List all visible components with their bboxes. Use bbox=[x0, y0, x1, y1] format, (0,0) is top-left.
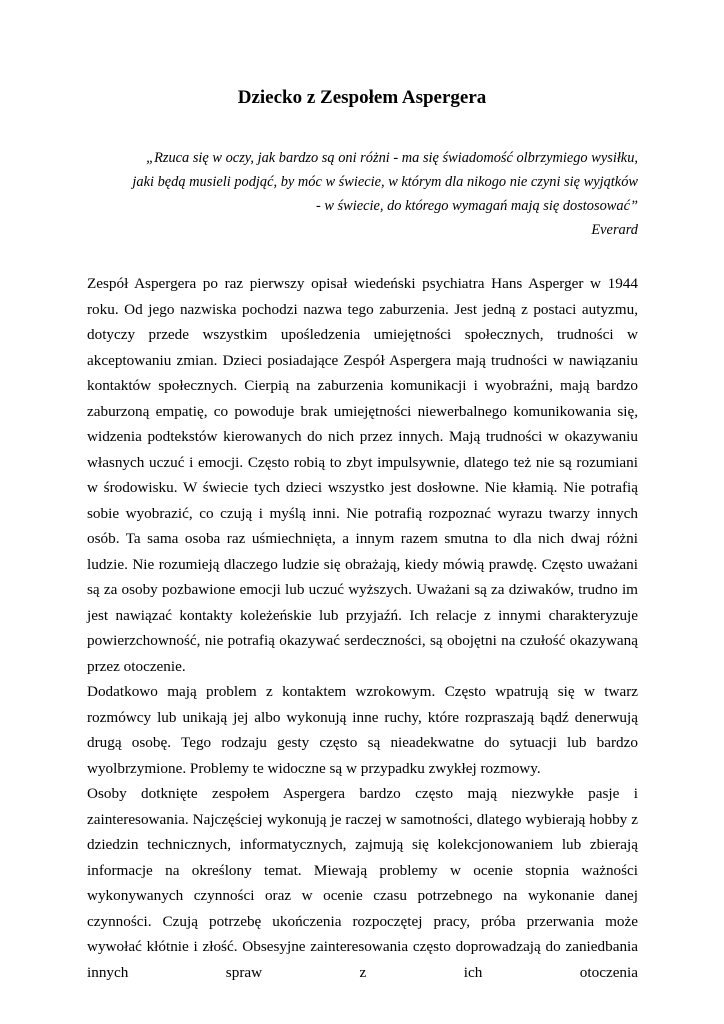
paragraph-3: Osoby dotknięte zespołem Aspergera bardzo często mają niezwykłe pasje i zainteresowania. Najczęściej wykonują je raczej w samotności, dlatego wybierają hobby z dziedzin technicznych, informatycznych, zajmują się kolekcjonowaniem lub zbierają informacje na określony temat. Miewają problemy w ocenie stopnia ważności wykonywanych czynności oraz w ocenie czasu potrzebnego na wykonanie danej czynności. Czują potrzebę ukończenia rozpoczętej pracy, próba przerwania może wywołać kłótnie i złość. Obsesyjne zainteresowania często doprowadzają do zaniedbania innych spraw z ich otoczenia bbox=[87, 785, 638, 981]
epigraph-line-2: jaki będą musieli podjąć, by móc w świecie, w którym dla nikogo nie czyni się wyjątków bbox=[132, 174, 638, 190]
epigraph-author: Everard bbox=[591, 222, 638, 238]
paragraph-1: Zespół Aspergera po raz pierwszy opisał wiedeński psychiatra Hans Asperger w 1944 roku. Od jego nazwiska pochodzi nazwa tego zaburzenia. Jest jedną z postaci autyzmu, dotyczy przede wszystkim upośledzenia umiejętności społecznych, trudności w akceptowaniu zmian. Dzieci posiadające Zespół Aspergera mają trudności w nawiązaniu kontaktów społecznych. Cierpią na zaburzenia komunikacji i wyobraźni, mają bardzo zaburzoną empatię, co powoduje brak umiejętności niewerbalnego komunikowania się, widzenia podtekstów kierowanych do nich przez innych. Mają trudności w okazywaniu własnych uczuć i emocji. Często robią to zbyt impulsywnie, dlatego też nie są rozumiani w środowisku. W świecie tych dzieci wszystko jest dosłowne. Nie kłamią. Nie potrafią sobie wyobrazić, co czują i myślą inni. Nie potrafią rozpoznać wyrazu twarzy innych osób. Ta sama osoba raz uśmiechnięta, a innym razem smutna to dla nich dwaj różni ludzie. Nie rozumieją dlaczego ludzie się obrażają, kiedy mówią prawdę. Często uważani są za osoby pozbawione emocji lub uczuć wyższych. Uważani są za dziwaków, trudno im jest nawiązać kontakty koleżeńskie lub przyjaźń. Ich relacje z innymi charakteryzuje powierzchowność, nie potrafią okazywać serdeczności, są obojętni na czułość okazywaną przez otoczenie. bbox=[87, 275, 638, 675]
paragraph-2: Dodatkowo mają problem z kontaktem wzrokowym. Często wpatrują się w twarz rozmówcy lub unikają jej albo wykonują inne ruchy, które rozpraszają bądź denerwują drugą osobę. Tego rodzaju gesty często są nieadekwatne do sytuacji lub bardzo wyolbrzymione. Problemy te widoczne są w przypadku zwykłej rozmowy. bbox=[87, 683, 638, 777]
epigraph-line-3: - w świecie, do którego wymagań mają się dostosować” bbox=[315, 198, 638, 214]
epigraph-line-1: „Rzuca się w oczy, jak bardzo są oni różni - ma się świadomość olbrzymiego wysiłku, bbox=[146, 150, 638, 166]
document-title: Dziecko z Zespołem Aspergera bbox=[237, 87, 487, 108]
epigraph bbox=[100, 146, 638, 242]
body-text bbox=[87, 271, 638, 985]
